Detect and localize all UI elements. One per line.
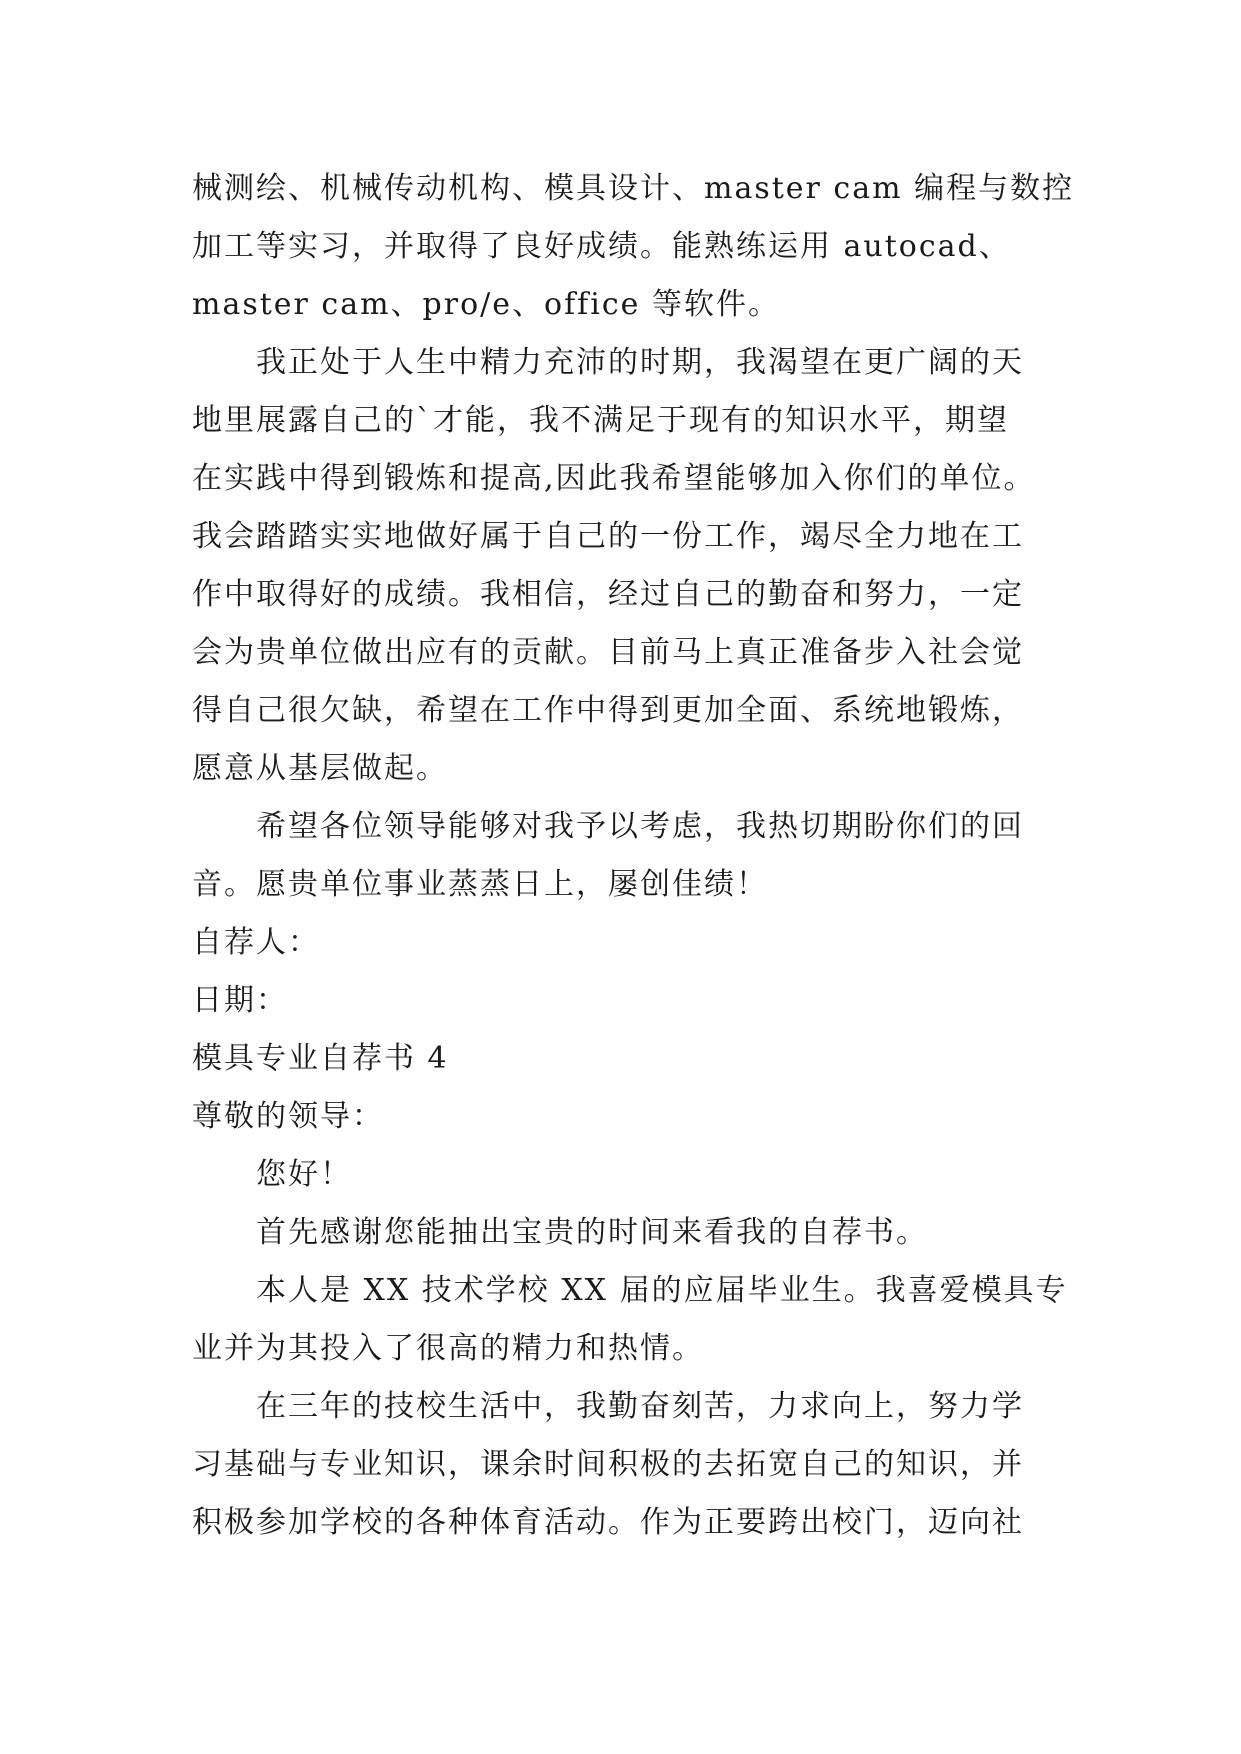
text-line: 您好！ [256, 1157, 352, 1192]
salutation [192, 1088, 1062, 1146]
text-line: 模具专业自荐书 4 [192, 1041, 449, 1076]
text-line: 在实践中得到锻炼和提高,因此我希望能够加入你们的单位。 [192, 461, 1036, 496]
text-line: master cam、pro/e、office 等软件。 [192, 287, 780, 322]
date-label [192, 972, 1062, 1030]
text-line: 地里展露自己的`才能，我不满足于现有的知识水平，期望 [192, 403, 1009, 438]
section-title [192, 1030, 1062, 1088]
paragraph-intro [192, 1262, 1068, 1378]
text-line: 积极参加学校的各种体育活动。作为正要跨出校门，迈向社 [192, 1505, 1024, 1540]
text-line: 我正处于人生中精力充沛的时期，我渴望在更广阔的天 [256, 345, 1024, 380]
text-line: 愿意从基层做起。 [192, 751, 448, 786]
paragraph-aspiration [192, 334, 1062, 798]
document-body [192, 160, 1075, 1552]
text-line: 我会踏踏实实地做好属于自己的一份工作，竭尽全力地在工 [192, 519, 1024, 554]
text-line: 首先感谢您能抽出宝贵的时间来看我的自荐书。 [256, 1215, 928, 1250]
greeting [192, 1146, 1062, 1204]
signature-label [192, 914, 1062, 972]
text-line: 日期： [192, 983, 288, 1018]
text-line: 加工等实习，并取得了良好成绩。能熟练运用 autocad、 [192, 229, 1011, 264]
paragraph-school-life [192, 1378, 1062, 1552]
text-line: 尊敬的领导： [192, 1099, 384, 1134]
text-line: 音。愿贵单位事业蒸蒸日上，屡创佳绩！ [192, 867, 768, 902]
text-line: 械测绘、机械传动机构、模具设计、master cam 编程与数控 [192, 171, 1075, 206]
text-line: 自荐人： [192, 925, 320, 960]
text-line: 本人是 XX 技术学校 XX 届的应届毕业生。我喜爱模具专 [256, 1273, 1068, 1308]
paragraph-thanks [192, 1204, 1062, 1262]
text-line: 会为贵单位做出应有的贡献。目前马上真正准备步入社会觉 [192, 635, 1024, 670]
text-line: 在三年的技校生活中，我勤奋刻苦，力求向上，努力学 [256, 1389, 1024, 1424]
text-line: 业并为其投入了很高的精力和热情。 [192, 1331, 704, 1366]
text-line: 希望各位领导能够对我予以考虑，我热切期盼你们的回 [256, 809, 1024, 844]
paragraph-skills [192, 160, 1075, 334]
text-line: 作中取得好的成绩。我相信，经过自己的勤奋和努力，一定 [192, 577, 1024, 612]
text-line: 习基础与专业知识，课余时间积极的去拓宽自己的知识，并 [192, 1447, 1024, 1482]
text-line: 得自己很欠缺，希望在工作中得到更加全面、系统地锻炼， [192, 693, 1024, 728]
paragraph-closing [192, 798, 1062, 914]
